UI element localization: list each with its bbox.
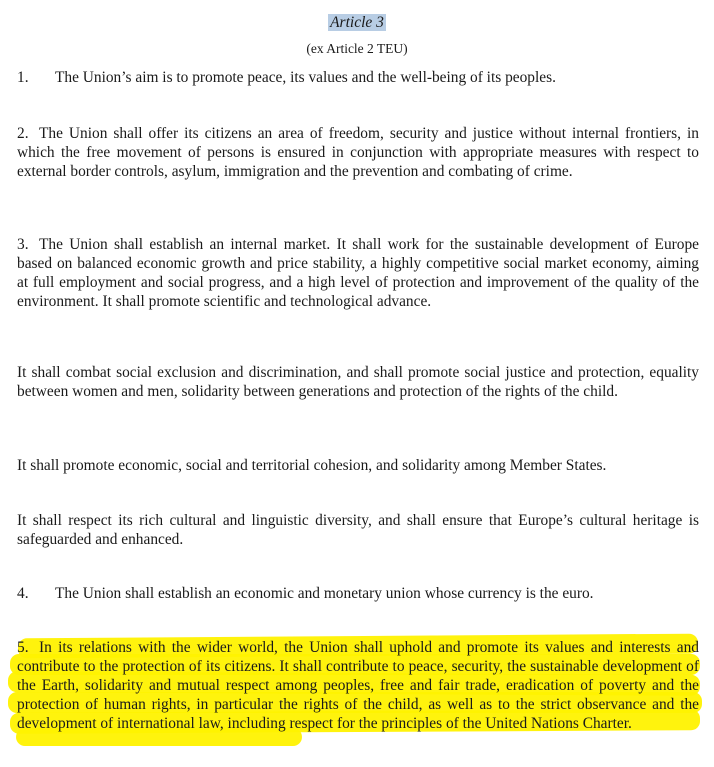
article-subtitle: (ex Article 2 TEU) — [306, 41, 408, 56]
paragraph-number: 1. — [17, 69, 29, 86]
paragraph-3-subparagraph-1 — [17, 363, 699, 401]
paragraph-text: The Union shall establish an economic and monetary union whose currency is the euro. — [55, 585, 594, 602]
paragraph-5 — [17, 638, 699, 733]
paragraph-3-subparagraph-3 — [17, 511, 699, 549]
paragraph-text: The Union shall establish an internal market. It shall work for the sustainable development of Europe based on balanced economic growth and price stability, a highly competitive social market economy, aiming at full employment and social progress, and a high level of protection and improvement of the quality of the environment. It shall promote scientific and technological advance. — [17, 236, 699, 310]
paragraph-text: The Union’s aim is to promote peace, its values and the well-being of its peoples. — [55, 69, 556, 86]
paragraph-text: The Union shall offer its citizens an area of freedom, security and justice without internal frontiers, in which the free movement of persons is ensured in conjunction with appropriate measures with respect to external border controls, asylum, immigration and the prevention and combating of crime. — [17, 125, 699, 180]
paragraph-3 — [17, 235, 699, 311]
paragraph-text: In its relations with the wider world, the Union shall uphold and promote its values and interests and contribute to the protection of its citizens. It shall contribute to peace, security, the sustainable development of the Earth, solidarity and mutual respect among peoples, free and fair trade, eradication of poverty and the protection of human rights, in particular the rights of the child, as well as to the strict observance and the development of international law, including respect for the principles of the United Nations Charter. — [17, 639, 699, 732]
paragraph-text: It shall promote economic, social and territorial cohesion, and solidarity among Member States. — [17, 457, 607, 474]
paragraph-2 — [17, 124, 699, 181]
paragraph-number: 4. — [17, 585, 29, 602]
paragraph-text: It shall respect its rich cultural and linguistic diversity, and shall ensure that Europe’s cultural heritage is safeguarded and enhanced. — [17, 512, 699, 548]
article-title-text: Article 3 — [330, 14, 384, 31]
paragraph-number: 5. — [17, 639, 29, 656]
article-title — [0, 13, 714, 33]
paragraph-text: It shall combat social exclusion and discrimination, and shall promote social justice and protection, equality between women and men, solidarity between generations and protection of the rights of the child. — [17, 364, 699, 400]
paragraph-1 — [17, 68, 699, 87]
paragraph-number: 3. — [17, 236, 29, 253]
paragraph-4 — [17, 584, 699, 603]
paragraph-3-subparagraph-2 — [17, 456, 699, 475]
paragraph-number: 2. — [17, 125, 29, 142]
